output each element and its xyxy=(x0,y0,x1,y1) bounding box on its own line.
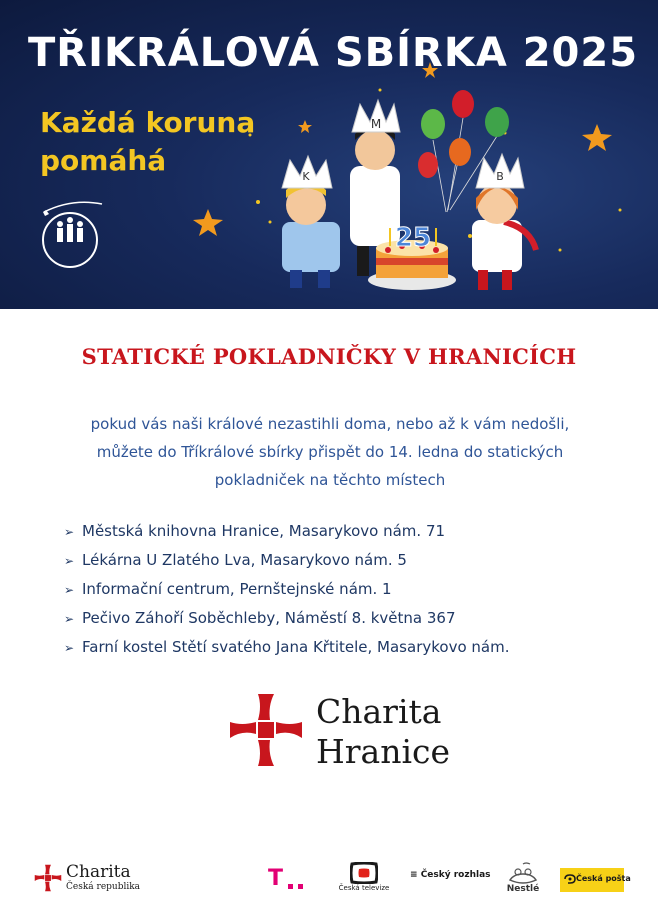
footer-charita-name: Charita xyxy=(66,862,131,882)
page-heading: STATICKÉ POKLADNIČKY V HRANICÍCH xyxy=(81,344,577,369)
banner-title: TŘIKRÁLOVÁ SBÍRKA 2025 xyxy=(28,30,639,76)
ceska-posta-label: Česká pošta xyxy=(576,874,631,883)
cake-number: 25 xyxy=(394,223,432,253)
place-text: Farní kostel Stětí svatého Jana Křtitele, Masarykovo nám. xyxy=(82,638,510,656)
arrow-bullet-icon: ➢ xyxy=(64,583,75,597)
telekom-logo xyxy=(268,860,318,896)
nestle-logo xyxy=(500,860,546,896)
place-text: Pečivo Záhoří Soběchleby, Náměstí 8. května 367 xyxy=(82,609,456,627)
intro-line-1: pokud vás naši králové nezastihli doma, nebo až k vám nedošli, xyxy=(90,415,570,433)
place-text: Informační centrum, Pernštejnské nám. 1 xyxy=(82,580,392,598)
crown-letter-m: M xyxy=(370,117,382,131)
slogan-line-1: Každá koruna xyxy=(40,106,256,139)
list-item xyxy=(64,546,624,575)
posthorn-icon xyxy=(564,874,576,884)
telekom-dots-icon xyxy=(288,884,314,890)
place-text: Městská knihovna Hranice, Masarykovo nám. 71 xyxy=(82,522,446,540)
slogan-line-2: pomáhá xyxy=(40,144,167,177)
place-text: Lékárna U Zlatého Lva, Masarykovo nám. 5 xyxy=(82,551,407,569)
telekom-t: T xyxy=(268,866,284,891)
list-item xyxy=(64,604,624,633)
charita-cross-small-icon xyxy=(34,864,62,892)
arrow-bullet-icon: ➢ xyxy=(64,554,75,568)
king-b-figure xyxy=(472,154,536,290)
intro-paragraph xyxy=(60,410,600,494)
charita-name: Charita xyxy=(316,692,442,731)
cesky-rozhlas-label: ≡ Český rozhlas xyxy=(410,870,491,880)
arrow-bullet-icon: ➢ xyxy=(64,641,75,655)
intro-line-2: můžete do Tříkrálové sbírky přispět do 14. ledna do statických xyxy=(96,443,564,461)
charita-hranice-logo xyxy=(228,692,478,776)
arrow-bullet-icon: ➢ xyxy=(64,525,75,539)
collection-places-list xyxy=(64,517,624,662)
intro-line-3: pokladniček na těchto místech xyxy=(214,471,446,489)
ceska-posta-logo xyxy=(560,868,631,892)
tri-kralova-sbirka-badge-icon xyxy=(43,202,102,267)
cesky-rozhlas-logo xyxy=(410,860,491,896)
charita-cr-logo xyxy=(34,860,154,896)
nestle-nest-icon xyxy=(506,860,540,884)
banner-slogan xyxy=(40,104,300,180)
ceska-televize-icon xyxy=(350,862,378,884)
charita-cross-icon xyxy=(228,692,304,768)
list-item xyxy=(64,575,624,604)
footer-charita-sub: Česká republika xyxy=(66,882,141,892)
crown-letter-k: K xyxy=(302,170,310,183)
list-item xyxy=(64,633,624,662)
list-item xyxy=(64,517,624,546)
arrow-bullet-icon: ➢ xyxy=(64,612,75,626)
nestle-label: Nestlé xyxy=(506,884,540,894)
ceska-televize-logo xyxy=(336,860,392,896)
charita-town: Hranice xyxy=(316,732,451,771)
crown-letter-b: B xyxy=(496,170,504,183)
ceska-televize-label: Česká televize xyxy=(338,884,390,892)
campaign-banner xyxy=(0,0,658,309)
